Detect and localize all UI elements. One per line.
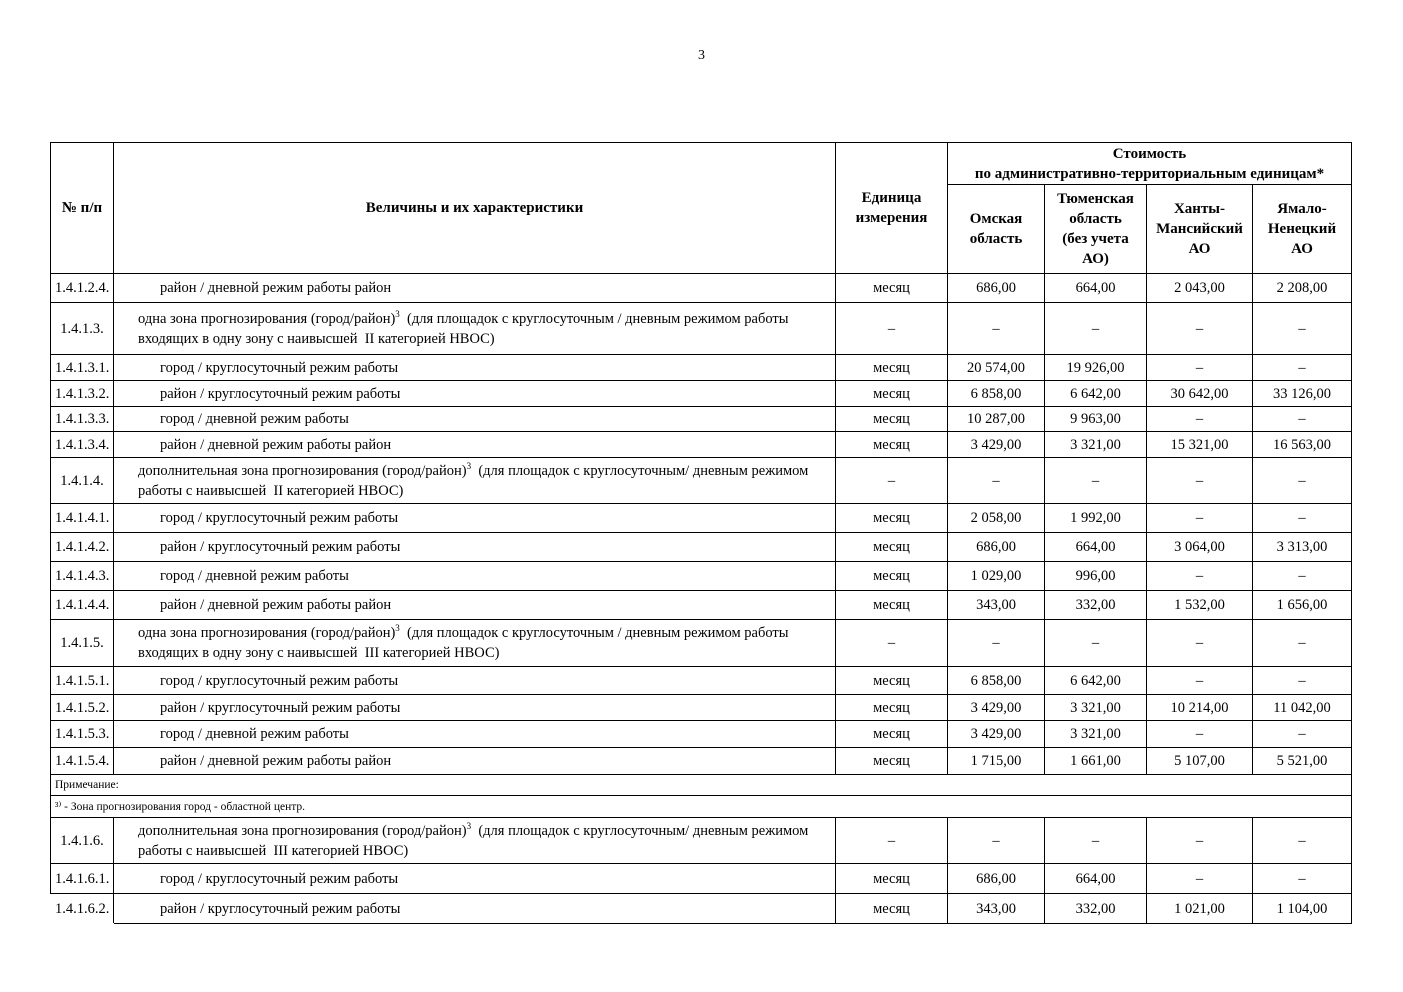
row-value: – — [1147, 458, 1253, 504]
row-unit: месяц — [836, 721, 948, 748]
row-value: 6 642,00 — [1045, 667, 1147, 695]
row-unit: месяц — [836, 695, 948, 721]
row-value: 3 321,00 — [1045, 432, 1147, 458]
row-description-main: дополнительная зона прогнозирования (город/район) — [138, 822, 467, 839]
row-value: 15 321,00 — [1147, 432, 1253, 458]
row-number: 1.4.1.6.1. — [51, 864, 114, 894]
row-value: 664,00 — [1045, 533, 1147, 562]
table-header — [51, 143, 1352, 274]
table-row — [51, 458, 1352, 504]
row-value: – — [1253, 407, 1352, 432]
row-value: – — [1253, 458, 1352, 504]
row-value: – — [1253, 562, 1352, 591]
header-region-line: Тюменская — [1057, 191, 1134, 207]
row-value: – — [1253, 721, 1352, 748]
row-value: 6 858,00 — [948, 381, 1045, 407]
header-region-line: (без учета — [1062, 231, 1129, 247]
table-row — [51, 504, 1352, 533]
row-description — [114, 818, 836, 864]
footnote-marker: 3 — [395, 623, 400, 634]
row-unit: месяц — [836, 591, 948, 620]
row-description: район / круглосуточный режим работы — [114, 381, 836, 407]
table-row — [51, 818, 1352, 864]
row-number: 1.4.1.3.1. — [51, 355, 114, 381]
header-unit-line1: Единица — [861, 190, 922, 206]
row-value: 19 926,00 — [1045, 355, 1147, 381]
table-body — [51, 274, 1352, 924]
row-number: 1.4.1.5.4. — [51, 748, 114, 775]
table-row — [51, 667, 1352, 695]
header-unit-line2: измерения — [855, 210, 928, 226]
row-number: 1.4.1.3.2. — [51, 381, 114, 407]
row-description-rest: (для площадок с круглосуточным / дневным режимом работы входящих в одну зону с наивысшей II категорией НВОС) — [138, 310, 793, 347]
table-row — [51, 620, 1352, 667]
table-row — [51, 721, 1352, 748]
row-value: 10 287,00 — [948, 407, 1045, 432]
header-region-line: АО) — [1082, 251, 1109, 267]
row-number: 1.4.1.5.2. — [51, 695, 114, 721]
row-value: – — [1147, 864, 1253, 894]
row-value: 6 642,00 — [1045, 381, 1147, 407]
row-unit: месяц — [836, 407, 948, 432]
row-value: 3 321,00 — [1045, 721, 1147, 748]
row-value: 686,00 — [948, 864, 1045, 894]
row-value: – — [1253, 620, 1352, 667]
row-value: 2 208,00 — [1253, 274, 1352, 303]
row-description-main: одна зона прогнозирования (город/район) — [138, 310, 396, 327]
row-value: 343,00 — [948, 591, 1045, 620]
table-row — [51, 695, 1352, 721]
row-unit: месяц — [836, 894, 948, 924]
row-value: 3 429,00 — [948, 695, 1045, 721]
row-number: 1.4.1.4.3. — [51, 562, 114, 591]
row-value: 1 104,00 — [1253, 894, 1352, 924]
row-value: – — [948, 818, 1045, 864]
row-value: 9 963,00 — [1045, 407, 1147, 432]
row-value: 2 058,00 — [948, 504, 1045, 533]
row-number: 1.4.1.4. — [51, 458, 114, 504]
row-description — [114, 458, 836, 504]
header-region-line: Мансийский — [1156, 221, 1243, 237]
row-value: 332,00 — [1045, 894, 1147, 924]
row-value: 332,00 — [1045, 591, 1147, 620]
row-value: 1 715,00 — [948, 748, 1045, 775]
row-value: 1 656,00 — [1253, 591, 1352, 620]
header-num: № п/п — [51, 143, 114, 274]
row-number: 1.4.1.3.4. — [51, 432, 114, 458]
table-row — [51, 533, 1352, 562]
header-region-line: Ненецкий — [1267, 221, 1337, 237]
row-unit: месяц — [836, 667, 948, 695]
row-description — [114, 303, 836, 355]
header-region-line: Омская — [969, 211, 1023, 227]
row-description: район / дневной режим работы район — [114, 432, 836, 458]
note-row — [51, 796, 1352, 818]
table-row — [51, 381, 1352, 407]
row-description: город / круглосуточный режим работы — [114, 864, 836, 894]
note-row — [51, 775, 1352, 796]
footnote-marker: 3 — [395, 308, 400, 319]
row-value: 20 574,00 — [948, 355, 1045, 381]
header-region-omsk — [948, 185, 1045, 274]
row-description-main: одна зона прогнозирования (город/район) — [138, 625, 396, 641]
header-region-khanty — [1147, 185, 1253, 274]
row-number: 1.4.1.2.4. — [51, 274, 114, 303]
row-unit: месяц — [836, 562, 948, 591]
row-value: 3 429,00 — [948, 432, 1045, 458]
table-row — [51, 432, 1352, 458]
note-text: ³⁾ - Зона прогнозирования город - областной центр. — [51, 796, 1352, 818]
row-value: – — [948, 303, 1045, 355]
table-row — [51, 894, 1352, 924]
row-description: город / круглосуточный режим работы — [114, 504, 836, 533]
row-value: 3 429,00 — [948, 721, 1045, 748]
row-value: 1 992,00 — [1045, 504, 1147, 533]
row-value: 343,00 — [948, 894, 1045, 924]
row-value: – — [1253, 355, 1352, 381]
row-number: 1.4.1.6. — [51, 818, 114, 864]
header-region-yamal — [1253, 185, 1352, 274]
row-number: 1.4.1.6.2. — [51, 894, 114, 924]
row-number: 1.4.1.5.1. — [51, 667, 114, 695]
row-unit: месяц — [836, 533, 948, 562]
table-row — [51, 355, 1352, 381]
header-region-line: область — [969, 231, 1023, 247]
row-value: 30 642,00 — [1147, 381, 1253, 407]
header-region-line: АО — [1291, 241, 1313, 257]
header-unit — [836, 143, 948, 274]
row-description: район / круглосуточный режим работы — [114, 533, 836, 562]
row-description: город / дневной режим работы — [114, 721, 836, 748]
row-value: 3 313,00 — [1253, 533, 1352, 562]
row-value: – — [1147, 818, 1253, 864]
row-value: – — [1147, 355, 1253, 381]
row-number: 1.4.1.3. — [51, 303, 114, 355]
price-table — [50, 142, 1352, 924]
header-desc: Величины и их характеристики — [114, 143, 836, 274]
row-unit: месяц — [836, 864, 948, 894]
row-description: район / дневной режим работы район — [114, 591, 836, 620]
header-region-line: АО — [1188, 241, 1211, 257]
header-region-tyumen — [1045, 185, 1147, 274]
row-value: 6 858,00 — [948, 667, 1045, 695]
row-value: – — [1045, 818, 1147, 864]
row-description-rest: (для площадок с круглосуточным/ дневным режимом работы с наивысшей III категорией НВОС) — [138, 822, 812, 859]
row-value: – — [1253, 818, 1352, 864]
row-value: 1 661,00 — [1045, 748, 1147, 775]
header-region-line: Ямало- — [1277, 201, 1327, 217]
row-value: 33 126,00 — [1253, 381, 1352, 407]
row-value: 1 029,00 — [948, 562, 1045, 591]
table-row — [51, 407, 1352, 432]
row-unit: месяц — [836, 432, 948, 458]
table-row — [51, 562, 1352, 591]
row-value: 686,00 — [948, 533, 1045, 562]
header-cost-line1: Стоимость — [1112, 145, 1187, 162]
row-number: 1.4.1.5.3. — [51, 721, 114, 748]
row-value: 664,00 — [1045, 864, 1147, 894]
header-cost — [948, 143, 1352, 185]
row-description: город / круглосуточный режим работы — [114, 667, 836, 695]
row-description: район / дневной режим работы район — [114, 274, 836, 303]
row-value: 2 043,00 — [1147, 274, 1253, 303]
row-unit: – — [836, 620, 948, 667]
row-unit: – — [836, 818, 948, 864]
row-value: – — [1147, 407, 1253, 432]
row-value: 996,00 — [1045, 562, 1147, 591]
row-value: – — [1147, 667, 1253, 695]
row-value: – — [1147, 504, 1253, 533]
row-value: 10 214,00 — [1147, 695, 1253, 721]
footnote-marker: 3 — [466, 820, 472, 831]
row-number: 1.4.1.4.4. — [51, 591, 114, 620]
table-row — [51, 748, 1352, 775]
table-row — [51, 274, 1352, 303]
row-value: – — [1045, 620, 1147, 667]
row-description — [114, 620, 836, 667]
row-value: – — [1147, 721, 1253, 748]
row-value: – — [1045, 303, 1147, 355]
header-region-line: область — [1069, 211, 1122, 227]
row-unit: месяц — [836, 355, 948, 381]
row-value: 5 107,00 — [1147, 748, 1253, 775]
row-value: 664,00 — [1045, 274, 1147, 303]
row-description-main: дополнительная зона прогнозирования (город/район) — [138, 462, 467, 479]
row-value: 1 021,00 — [1147, 894, 1253, 924]
row-description: район / круглосуточный режим работы — [114, 695, 836, 721]
table-row — [51, 591, 1352, 620]
header-cost-line2: по административно-территориальным единицам* — [974, 165, 1325, 182]
row-value: 11 042,00 — [1253, 695, 1352, 721]
table-row — [51, 303, 1352, 355]
row-number: 1.4.1.5. — [51, 620, 114, 667]
row-value: – — [1147, 620, 1253, 667]
row-value: – — [948, 620, 1045, 667]
row-number: 1.4.1.4.1. — [51, 504, 114, 533]
row-value: – — [1253, 864, 1352, 894]
header-region-line: Ханты- — [1173, 201, 1226, 217]
row-value: – — [1147, 303, 1253, 355]
note-text: Примечание: — [51, 775, 1352, 796]
row-value: – — [1253, 303, 1352, 355]
table-row — [51, 864, 1352, 894]
row-description-rest: (для площадок с круглосуточным / дневным режимом работы входящих в одну зону с наивысшей III категорией НВОС) — [138, 625, 793, 661]
row-value: – — [1253, 504, 1352, 533]
page-number: 3 — [698, 48, 705, 63]
row-unit: месяц — [836, 381, 948, 407]
row-value: – — [1147, 562, 1253, 591]
row-description: город / дневной режим работы — [114, 562, 836, 591]
row-description: район / дневной режим работы район — [114, 748, 836, 775]
row-unit: месяц — [836, 504, 948, 533]
row-number: 1.4.1.4.2. — [51, 533, 114, 562]
footnote-marker: 3 — [466, 460, 472, 471]
row-value: 3 321,00 — [1045, 695, 1147, 721]
row-description: город / круглосуточный режим работы — [114, 355, 836, 381]
row-value: 686,00 — [948, 274, 1045, 303]
row-value: 16 563,00 — [1253, 432, 1352, 458]
row-number: 1.4.1.3.3. — [51, 407, 114, 432]
row-unit: месяц — [836, 274, 948, 303]
row-value: – — [1045, 458, 1147, 504]
row-description-rest: (для площадок с круглосуточным/ дневным режимом работы с наивысшей II категорией НВОС) — [138, 462, 812, 499]
row-description: район / круглосуточный режим работы — [114, 894, 836, 924]
row-value: – — [1253, 667, 1352, 695]
row-unit: – — [836, 303, 948, 355]
row-value: 5 521,00 — [1253, 748, 1352, 775]
row-unit: – — [836, 458, 948, 504]
row-description: город / дневной режим работы — [114, 407, 836, 432]
row-value: – — [948, 458, 1045, 504]
row-value: 3 064,00 — [1147, 533, 1253, 562]
row-value: 1 532,00 — [1147, 591, 1253, 620]
row-unit: месяц — [836, 748, 948, 775]
